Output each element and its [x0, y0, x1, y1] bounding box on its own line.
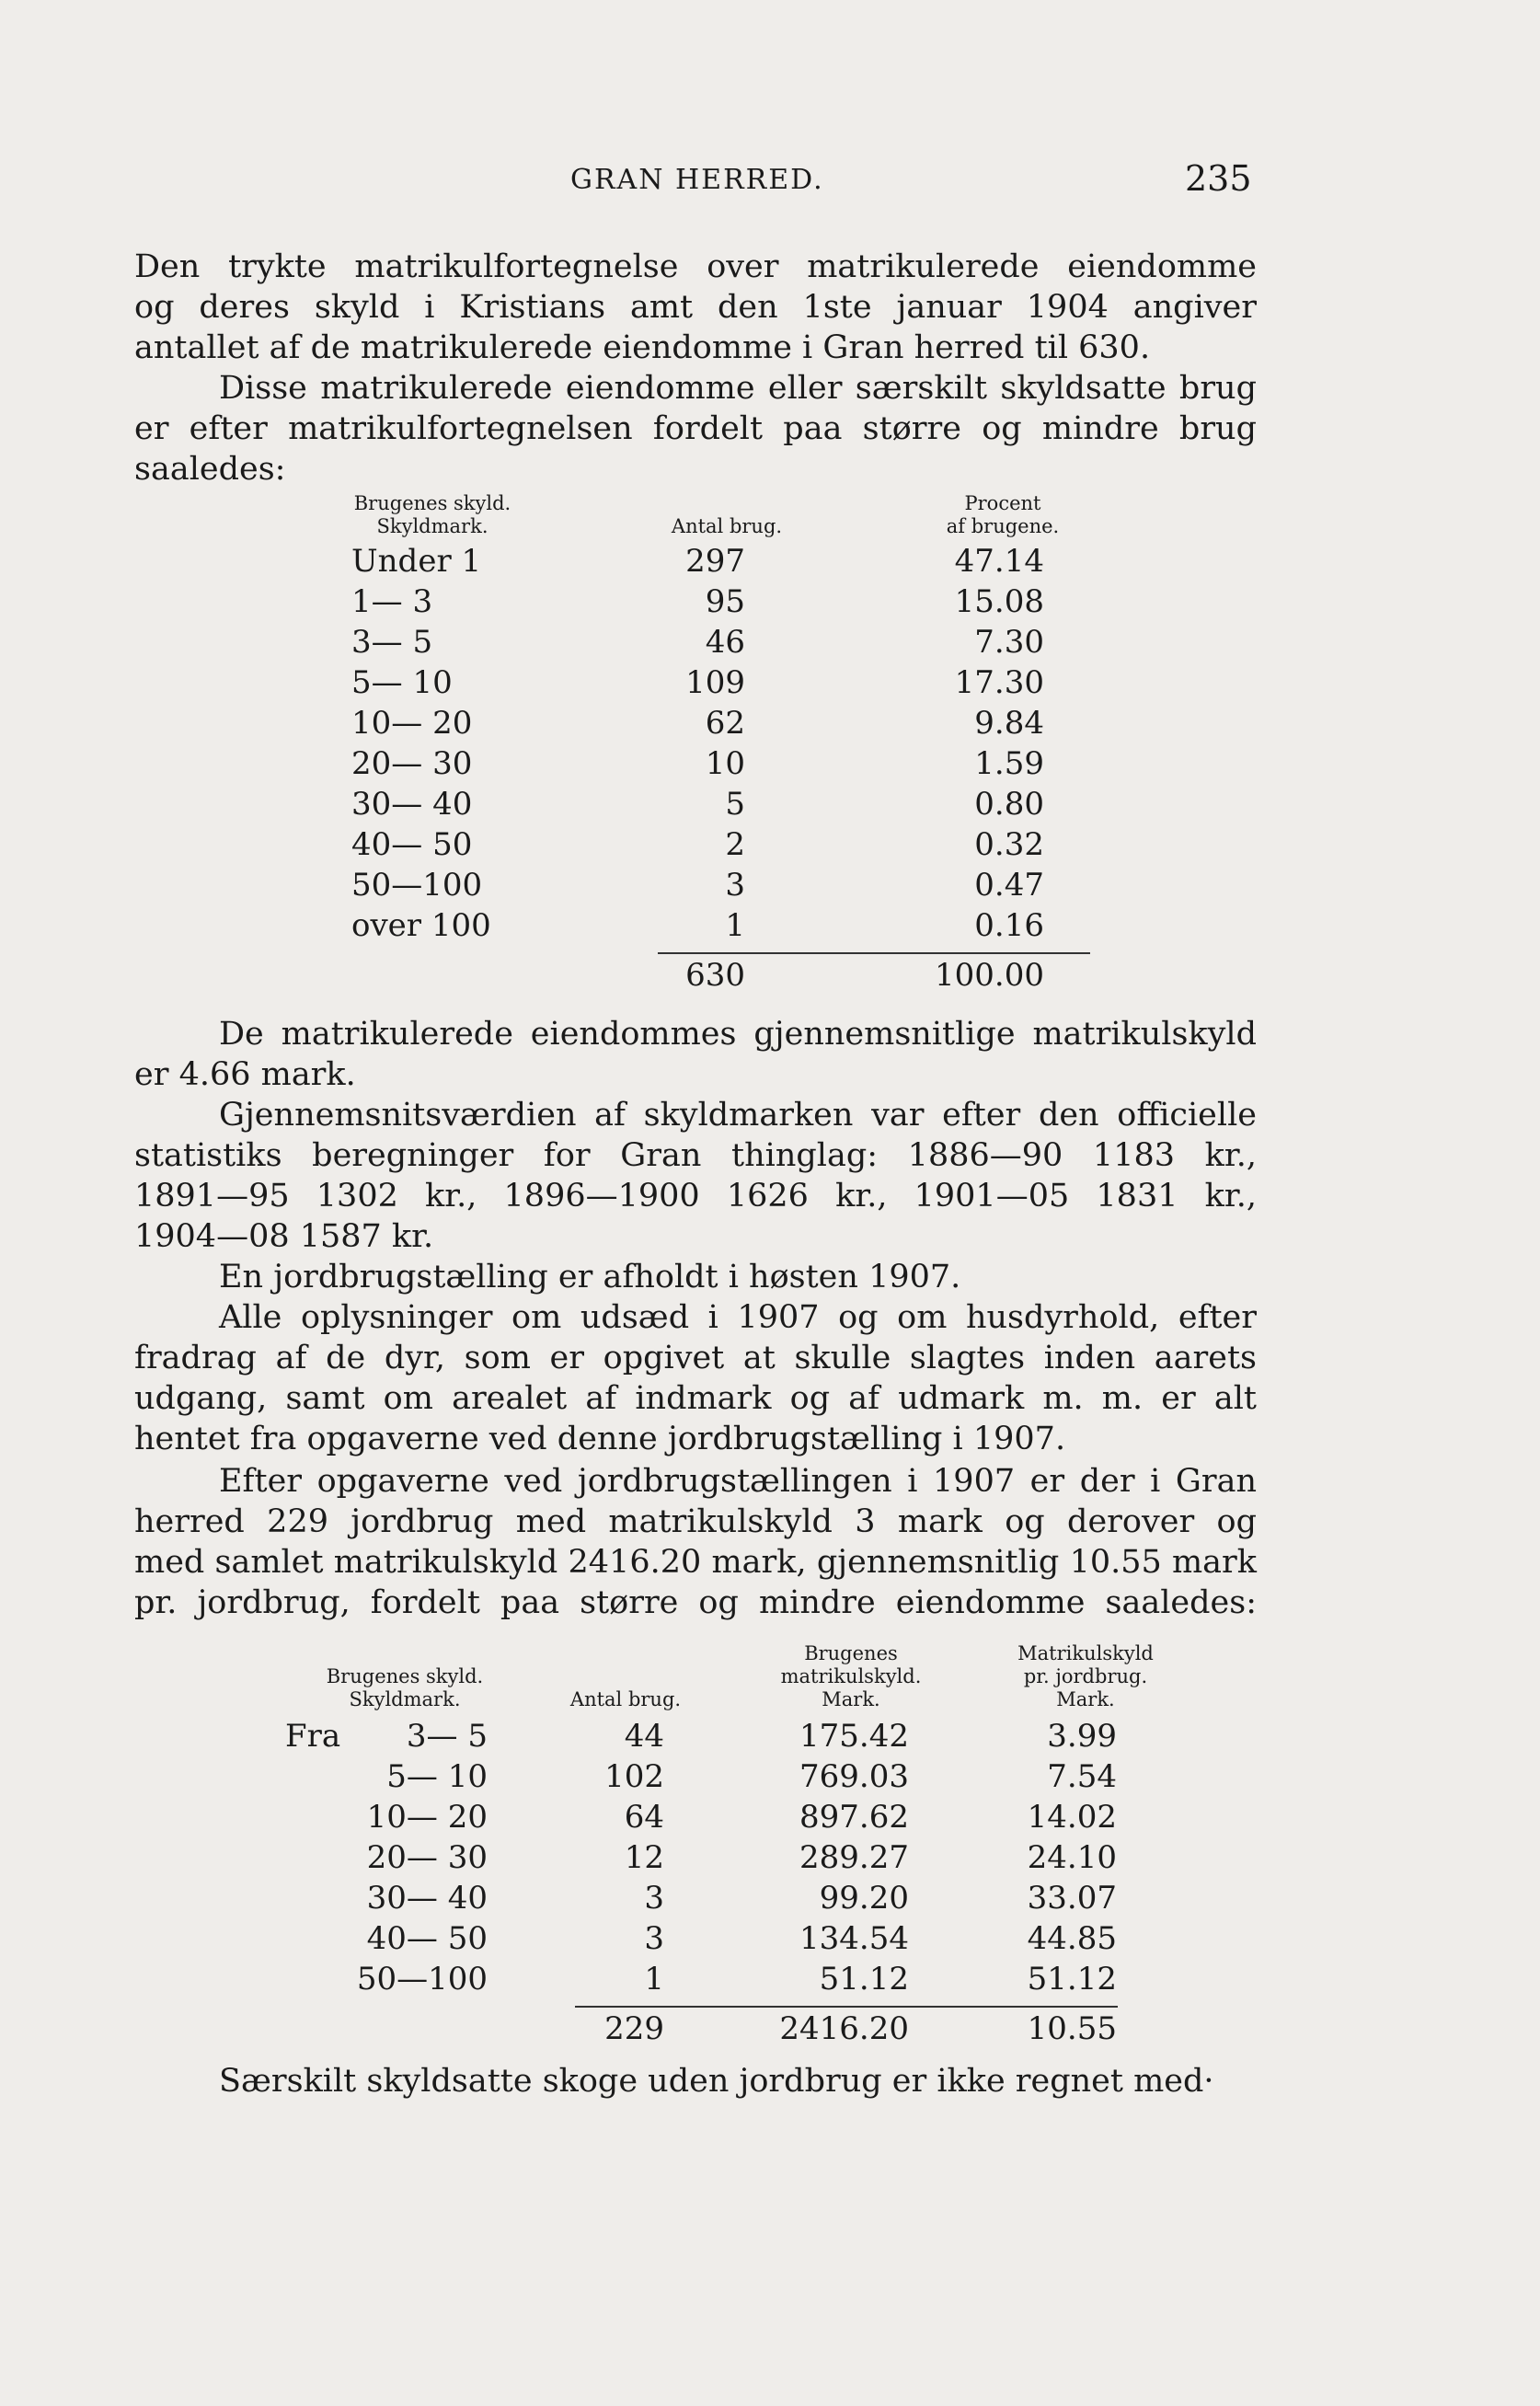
- header-line: matrikulskyld.: [780, 1665, 922, 1687]
- skyld-range: 40— 50: [366, 1920, 488, 1957]
- text-line: antallet af de matrikulerede eiendomme i Gran herred til 630.: [134, 329, 1151, 366]
- text-line: 1904—08 1587 kr.: [134, 1218, 434, 1255]
- skyld-range: 5— 10: [386, 1758, 488, 1795]
- page-number: 235: [1185, 158, 1252, 199]
- brug-percent: 0.80: [974, 786, 1044, 823]
- closing-paragraph: [134, 2061, 1257, 2101]
- column-header-count: [635, 515, 819, 538]
- text-line: hentet fra opgaverne ved denne jordbrugstælling i 1907.: [134, 1421, 1066, 1457]
- total-per-brug: 10.55: [1027, 2010, 1117, 2047]
- header-line: af brugene.: [946, 515, 1060, 537]
- text-line: Efter opgaverne ved jordbrugstællingen i 1907 er der i Gran: [219, 1463, 1257, 1500]
- brug-percent: 15.08: [954, 583, 1044, 620]
- text-line: Gjennemsnitsværdien af skyldmarken var efter den officielle: [219, 1097, 1257, 1134]
- skyld-range: 5— 10: [351, 664, 453, 701]
- header-line: Skyldmark.: [376, 515, 488, 537]
- brug-percent: 0.32: [974, 826, 1044, 863]
- info-paragraph: [134, 1297, 1257, 1459]
- skyld-range: 20— 30: [366, 1839, 488, 1876]
- text-line: saaledes:: [134, 451, 286, 488]
- skyld-range: 40— 50: [351, 826, 473, 863]
- skyld-range: 50—100: [351, 867, 483, 904]
- brug-percent: 9.84: [974, 705, 1044, 742]
- brug-percent: 1.59: [974, 745, 1044, 782]
- brug-skyld: 897.62: [799, 1799, 909, 1836]
- census-paragraph: [134, 1257, 1257, 1297]
- skyld-per-brug: 7.54: [1047, 1758, 1117, 1795]
- header-line: Mark.: [822, 1688, 880, 1710]
- average-paragraph: [134, 1014, 1257, 1095]
- text-line: Alle oplysninger om udsæd i 1907 og om husdyrhold, efter: [219, 1299, 1257, 1336]
- brug-skyld: 134.54: [799, 1920, 909, 1957]
- skyld-per-brug: 3.99: [1047, 1718, 1117, 1755]
- range-prefix: Fra: [285, 1718, 341, 1755]
- value-paragraph: [134, 1095, 1257, 1257]
- brug-skyld: 175.42: [799, 1718, 909, 1755]
- column-header-percent: [911, 492, 1095, 538]
- column-header-count: [543, 1688, 708, 1711]
- skyld-per-brug: 33.07: [1027, 1880, 1117, 1917]
- skyld-range: 50—100: [356, 1961, 488, 1997]
- brug-count: 46: [705, 624, 745, 661]
- skyld-range: over 100: [351, 907, 491, 944]
- brug-count: 102: [604, 1758, 664, 1795]
- skyld-range: 30— 40: [351, 786, 473, 823]
- text-line: er 4.66 mark.: [134, 1056, 356, 1093]
- distribution-paragraph: [134, 368, 1257, 489]
- total-count: 229: [604, 2010, 664, 2047]
- skyld-per-brug: 51.12: [1027, 1961, 1117, 1997]
- header-line: pr. jordbrug.: [1023, 1665, 1148, 1687]
- header-line: Procent: [964, 492, 1041, 514]
- column-header-skyld: [304, 1665, 506, 1711]
- header-line: Matrikulskyld: [1017, 1642, 1154, 1664]
- brug-count: 1: [644, 1961, 664, 1997]
- brug-skyld: 289.27: [799, 1839, 909, 1876]
- text-line: Særskilt skyldsatte skoge uden jordbrug er ikke regnet med·: [219, 2063, 1214, 2100]
- brug-count: 64: [624, 1799, 664, 1836]
- skyld-range: Under 1: [351, 543, 482, 580]
- brug-count: 3: [725, 867, 745, 904]
- running-title: GRAN HERRED.: [570, 164, 824, 196]
- brug-count: 95: [705, 583, 745, 620]
- skyld-range: 3— 5: [351, 624, 433, 661]
- column-header-total-skyld: [745, 1642, 957, 1711]
- brug-count: 297: [685, 543, 745, 580]
- skyld-per-brug: 14.02: [1027, 1799, 1117, 1836]
- brug-percent: 47.14: [954, 543, 1044, 580]
- text-line: En jordbrugstælling er afholdt i høsten 1907.: [219, 1259, 961, 1295]
- column-header-skyld: [327, 492, 538, 538]
- header-line: Brugenes: [804, 1642, 898, 1664]
- text-line: Den trykte matrikulfortegnelse over matrikulerede eiendomme: [134, 248, 1257, 285]
- text-line: De matrikulerede eiendommes gjennemsnitlige matrikulskyld: [219, 1016, 1257, 1053]
- header-line: Brugenes skyld.: [353, 492, 511, 514]
- brug-skyld: 51.12: [819, 1961, 909, 1997]
- sum-rule: [575, 2006, 1118, 2008]
- total-skyld: 2416.20: [779, 2010, 909, 2047]
- intro-paragraph: [134, 247, 1257, 368]
- text-line: udgang, samt om arealet af indmark og af udmark m. m. er alt: [134, 1380, 1257, 1417]
- after-paragraph: [134, 1461, 1257, 1623]
- brug-count: 109: [685, 664, 745, 701]
- brug-skyld: 769.03: [799, 1758, 909, 1795]
- skyld-per-brug: 44.85: [1027, 1920, 1117, 1957]
- text-line: fradrag af de dyr, som er opgivet at skulle slagtes inden aarets: [134, 1340, 1257, 1376]
- brug-count: 3: [644, 1920, 664, 1957]
- text-line: 1891—95 1302 kr., 1896—1900 1626 kr., 1901—05 1831 kr.,: [134, 1178, 1257, 1215]
- brug-count: 62: [705, 705, 745, 742]
- header-line: Brugenes skyld.: [326, 1665, 484, 1687]
- text-line: pr. jordbrug, fordelt paa større og mindre eiendomme saaledes:: [134, 1584, 1257, 1621]
- header-line: Mark.: [1056, 1688, 1115, 1710]
- text-line: er efter matrikulfortegnelsen fordelt paa større og mindre brug: [134, 410, 1257, 447]
- brug-percent: 0.47: [974, 867, 1044, 904]
- text-line: herred 229 jordbrug med matrikulskyld 3 mark og derover og: [134, 1503, 1257, 1540]
- page-header: [0, 158, 1540, 210]
- header-line: Antal brug.: [569, 1688, 682, 1710]
- brug-count: 10: [705, 745, 745, 782]
- brug-count: 5: [725, 786, 745, 823]
- total-count: 630: [685, 957, 745, 994]
- header-line: Skyldmark.: [349, 1688, 461, 1710]
- brug-count: 3: [644, 1880, 664, 1917]
- text-line: med samlet matrikulskyld 2416.20 mark, gjennemsnitlig 10.55 mark: [134, 1544, 1257, 1581]
- brug-count: 12: [624, 1839, 664, 1876]
- column-header-per-brug: [980, 1642, 1191, 1711]
- skyld-range: 10— 20: [351, 705, 473, 742]
- text-line: statistiks beregninger for Gran thinglag: 1886—90 1183 kr.,: [134, 1137, 1257, 1174]
- skyld-range: 30— 40: [366, 1880, 488, 1917]
- skyld-range: 3— 5: [406, 1718, 488, 1755]
- brug-skyld: 99.20: [819, 1880, 909, 1917]
- text-line: og deres skyld i Kristians amt den 1ste januar 1904 angiver: [134, 289, 1257, 326]
- header-line: Antal brug.: [671, 515, 783, 537]
- brug-count: 2: [725, 826, 745, 863]
- total-percent: 100.00: [935, 957, 1044, 994]
- brug-count: 1: [725, 907, 745, 944]
- brug-percent: 17.30: [954, 664, 1044, 701]
- skyld-range: 10— 20: [366, 1799, 488, 1836]
- brug-count: 44: [624, 1718, 664, 1755]
- skyld-range: 20— 30: [351, 745, 473, 782]
- sum-rule: [658, 952, 1090, 954]
- text-line: Disse matrikulerede eiendomme eller særskilt skyldsatte brug: [219, 370, 1257, 407]
- brug-percent: 7.30: [974, 624, 1044, 661]
- skyld-per-brug: 24.10: [1027, 1839, 1117, 1876]
- skyld-range: 1— 3: [351, 583, 433, 620]
- brug-percent: 0.16: [974, 907, 1044, 944]
